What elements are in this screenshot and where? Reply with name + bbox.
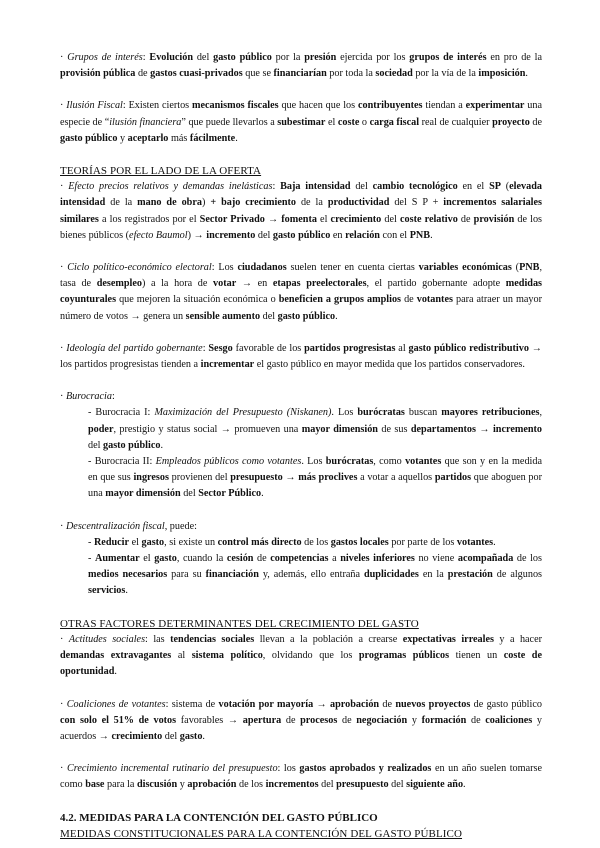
bold-term: Evolución [149,52,194,63]
bold-term: incrementar [200,359,255,371]
text-run: que son y en la medida en que sus [88,456,542,484]
text-run: con el [379,229,410,241]
bold-term: Baja intensidad [280,181,351,193]
text-run: , cuando la [176,553,227,565]
text-run: por parte de los [388,536,457,548]
text-run: en un año suelen tomarse como [60,763,542,791]
text-run: . [125,585,128,597]
bold-term: ciudadanos [237,262,287,274]
italic-term: Ciclo político-económico electoral [67,262,212,274]
bold-term: gasto público [277,310,336,322]
text-run: o [359,116,370,128]
text-run: → [313,698,331,710]
text-run: y [407,714,422,726]
bold-term: Sesgo [208,342,233,354]
text-run: · [60,763,67,775]
text-run: por la [271,52,305,63]
bold-term: con solo el 51% de votos [60,714,177,726]
paragraph-burocracia-1 [88,405,542,454]
text-run: de [253,553,271,565]
text-run: suelen tener en cuenta ciertas [286,262,419,274]
bold-term: gasto [154,553,177,565]
bold-term: gasto público redistributivo [408,342,529,354]
text-run: que se [242,68,274,80]
bold-term: gasto público [60,132,118,144]
paragraph-descentralizacion-1 [88,535,542,551]
text-run: provienen del [168,472,231,484]
bold-term: provisión [473,213,515,225]
spacer [60,82,542,98]
bold-term: departamentos [410,423,476,435]
bold-term: gastos locales [330,536,389,548]
spacer [60,325,542,341]
bold-term: aceptarlo [127,132,169,144]
text-run: → en [236,278,273,290]
text-run: - Burocracia II: [88,456,156,468]
bold-term: procesos [300,714,338,726]
text-run: tienen un [449,650,504,662]
text-run: de [135,68,151,80]
bold-term: servicios [88,585,126,597]
bold-term: variables económicas [418,262,512,274]
text-run: · [60,342,67,354]
text-run: una especie de “ [60,100,543,128]
text-run: de [529,116,542,128]
italic-term: Ilusión Fiscal [66,100,123,112]
text-run: · [60,391,66,403]
text-run: a los registrados por el [98,213,200,225]
text-run: , [539,407,542,419]
text-run: : los [277,763,300,775]
italic-term: ilusión financiera [109,116,182,128]
bold-term: gastos aprobados y realizados [299,763,432,775]
text-run: del [318,779,337,791]
bold-term: prestación [447,569,493,581]
text-run: - [88,553,95,565]
text-run: tiendan a [422,100,466,112]
text-run: del [162,730,180,742]
text-run: : Los [211,262,238,274]
text-run: : [272,181,281,193]
bold-term: niveles inferiores [340,553,415,565]
text-run: . [202,730,205,742]
text-run: . [261,488,264,500]
bold-term: medidas coyunturales [60,278,543,306]
bold-term: + bajo crecimiento [210,197,296,209]
text-run: del [388,779,407,791]
bold-term: competencias [270,553,329,565]
text-run: de [337,714,357,726]
bold-term: relación [345,229,380,241]
bold-term: aprobación [330,698,380,710]
text-run: . [430,229,433,241]
text-run: y [177,779,188,791]
text-run: · [60,181,69,193]
spacer [60,745,542,761]
spacer [60,600,542,616]
bold-term: coste relativo [399,213,458,225]
text-run: en la [418,569,448,581]
text-run: . [493,536,496,548]
text-run: . [525,68,528,80]
text-run: al [395,342,409,354]
heading-teorias-oferta: TEORÍAS POR EL LADO DE LA OFERTA [60,165,262,178]
bold-term: productividad [327,197,390,209]
bold-term: desempleo [96,278,142,290]
text-run: , puede: [164,520,197,532]
bold-term: elevada intensidad [60,181,542,209]
bold-term: financiación [205,569,259,581]
text-run: de [281,714,301,726]
bold-term: sensible aumento [185,310,261,322]
text-run: , si existe un [164,536,218,548]
text-run: y acuerdos → [60,714,542,742]
text-run: . Los [301,456,326,468]
text-run: ) → [187,229,207,241]
text-run: de los [236,779,266,791]
bold-term: discusión [136,779,178,791]
text-run: en el [457,181,490,193]
text-run: del [88,439,103,451]
text-run: de [379,698,396,710]
text-run: el [139,553,155,565]
bold-term: formación [421,714,467,726]
italic-term: Grupos de interés [67,52,143,63]
text-run: de [466,714,486,726]
text-run: por la vía de la [412,68,479,80]
bold-term: incremento [206,229,256,241]
text-run: ejercida por los [336,52,410,63]
italic-term: Crecimiento incremental rutinario del presupuesto [66,763,278,775]
text-run: , como [373,456,406,468]
text-run: en pro de la [486,52,542,63]
bold-term: coste de oportunidad [60,650,542,678]
italic-term: Descentralización fiscal [65,520,165,532]
bold-term: cesión [226,553,254,565]
bold-term: etapas preelectorales [272,278,367,290]
text-run: del [180,488,199,500]
text-run: . [235,132,238,144]
bold-term: más proclives [298,472,358,484]
text-run: · [60,698,67,710]
text-run: por toda la [326,68,376,80]
text-run: y a hacer [493,633,542,645]
text-run: favorables → [176,714,243,726]
italic-term: Ideología del partido gobernante [66,342,203,354]
bold-term: demandas extravagantes [60,650,172,662]
bold-term: ingresos [133,472,169,484]
bold-term: burócratas [357,407,405,419]
italic-term: efecto Baumol [129,229,188,241]
italic-term: Coaliciones de votantes [66,698,166,710]
text-run: → [282,472,299,484]
text-run: del [260,310,278,322]
text-run: de la [105,197,138,209]
text-run: del [193,52,214,63]
text-run: de la [296,197,328,209]
text-run: . [160,439,164,451]
bold-term: partidos progresistas [304,342,396,354]
paragraph-grupos-de-interes [60,50,542,82]
heading-medidas-contencion: 4.2. MEDIDAS PARA LA CONTENCIÓN DEL GASTO PÚBLICO [60,811,378,824]
text-run: , olvidando que los [262,650,359,662]
text-run: ” que puede llevarlos a [181,116,278,128]
bold-term: presupuesto [336,779,389,791]
text-run: : [202,342,209,354]
paragraph-ilusion-fiscal [60,98,542,147]
bold-term: mecanismos fiscales [192,100,279,112]
text-run: buscan [404,407,442,419]
text-run: - Burocracia I: [88,407,155,419]
text-run: · [60,52,68,63]
text-run: que hacen que los [278,100,358,112]
text-run: · [60,633,69,645]
bold-term: provisión pública [60,68,136,80]
text-run: de sus [377,423,411,435]
bold-term: subestimar [277,116,326,128]
text-run: , prestigio y status social → promueven una [113,423,302,435]
paragraph-efecto-precios [60,179,542,244]
bold-term: expectativas irreales [402,633,494,645]
text-run: de [457,213,474,225]
text-run: : sistema de [165,698,219,710]
text-run: el gasto público en mayor medida que los partidos conservadores. [254,359,525,371]
heading-otros-factores: OTRAS FACTORES DETERMINANTES DEL CRECIMIENTO DEL GASTO [60,617,419,630]
bold-term: fácilmente [189,132,236,144]
text-run: del [255,229,273,241]
bold-term: contribuyentes [357,100,423,112]
text-run: . [463,779,466,791]
bold-term: experimentar [465,100,525,112]
bold-term: Sector Público [198,488,262,500]
bold-term: imposición [478,68,526,80]
spacer [60,147,542,163]
bold-term: acompañada [457,553,514,565]
text-run: de [401,294,417,306]
text-run: · [60,520,66,532]
bold-term: gastos cuasi-privados [150,68,243,80]
paragraph-actitudes-sociales [60,632,542,681]
text-run: real de cualquier [419,116,493,128]
bold-term: SP [489,181,501,193]
spacer [60,244,542,260]
text-run: del [350,181,373,193]
bold-term: nuevos proyectos [395,698,471,710]
text-run: al [171,650,192,662]
bold-term: mano de obra [137,197,202,209]
spacer [60,503,542,519]
bold-term: carga fiscal [369,116,420,128]
text-run: el [325,116,338,128]
bold-term: votantes [456,536,494,548]
text-run: para su [167,569,206,581]
bold-term: gasto público [103,439,161,451]
bold-term: votantes [416,294,453,306]
bold-term: partidos [434,472,472,484]
bold-term: mayor dimensión [301,423,378,435]
bold-term: gasto [141,536,165,548]
paragraph-descentralizacion-intro [60,519,542,535]
bold-term: burócratas [325,456,374,468]
text-run: del [381,213,400,225]
bold-term: incrementos salariales similares [60,197,542,225]
bold-term: siguiente año [406,779,464,791]
text-run: del S P + [389,197,444,209]
text-run: → [264,213,282,225]
italic-term: Empleados públicos como votantes [155,456,302,468]
bold-term: gasto [179,730,203,742]
spacer [60,373,542,389]
text-run: y [117,132,128,144]
text-run: - [88,536,94,548]
text-run: , el partido gobernante adopte [366,278,506,290]
paragraph-burocracia-2 [88,454,542,503]
bold-term: beneficien a grupos amplios [278,294,402,306]
text-run: más [168,132,190,144]
text-run: el [316,213,331,225]
bold-term: control más directo [217,536,302,548]
bold-term: presupuesto [230,472,283,484]
spacer [60,681,542,697]
bold-term: sociedad [375,68,413,80]
paragraph-ciclo-politico [60,260,542,325]
bold-term: poder [88,423,114,435]
bold-term: PNB [519,262,540,274]
bold-term: apertura [242,714,282,726]
bold-term: votar [213,278,237,290]
bold-term: votación por mayoría [218,698,314,710]
bold-term: gasto público [213,52,272,63]
heading-medidas-constitucionales: MEDIDAS CONSTITUCIONALES PARA LA CONTENCIÓN DEL GASTO PÚBLICO [60,827,463,840]
italic-term: Actitudes sociales [68,633,146,645]
text-run: que aboguen por una [88,472,542,500]
text-run: el [129,536,142,548]
text-run: ( [511,262,520,274]
italic-term: Maximización del Presupuesto (Niskanen) [154,407,332,419]
text-run: llevan a la población a crearse [254,633,403,645]
text-run: para atraer un mayor número de votos → genera un [60,294,542,322]
text-run: para la [104,779,137,791]
text-run: : [142,52,150,63]
text-run: de los [301,536,331,548]
bold-term: presión [304,52,337,63]
bold-term: tendencias sociales [170,633,255,645]
text-run: que mejoren la situación económica o [116,294,279,306]
bold-term: cambio tecnológico [372,181,458,193]
bold-term: grupos de interés [409,52,487,63]
text-run: · [60,262,68,274]
italic-term: Burocracia [65,391,112,403]
text-run: → [475,423,493,435]
bold-term: gasto público [272,229,331,241]
text-run: . Los [331,407,358,419]
text-run: , tasa de [60,262,542,290]
paragraph-ideologia [60,341,542,373]
paragraph-burocracia-intro [60,389,542,405]
bold-term: aprobación [187,779,237,791]
paragraph-descentralizacion-2 [88,551,542,600]
text-run: a [328,553,341,565]
paragraph-crecimiento-incremental [60,761,542,793]
text-run: de gasto público [470,698,542,710]
text-run: : [111,391,115,403]
text-run: de los bienes públicos ( [60,213,542,241]
bold-term: crecimiento [111,730,163,742]
text-run: en [330,229,346,241]
bold-term: incrementos [265,779,319,791]
bold-term: financiarían [273,68,327,80]
text-run: . [114,666,117,678]
spacer [60,794,542,810]
bold-term: proyecto [492,116,530,128]
text-run: → los partidos progresistas tienden a [60,342,542,371]
bold-term: Aumentar [94,553,140,565]
bold-term: base [85,779,105,791]
bold-term: sistema político [191,650,263,662]
text-run: de algunos [492,569,543,581]
text-run: no viene [414,553,458,565]
bold-term: programas públicos [358,650,450,662]
bold-term: duplicidades [363,569,419,581]
text-run: : Existen ciertos [122,100,192,112]
text-run: ) a la hora de [141,278,214,290]
bold-term: coaliciones [485,714,533,726]
text-run: de los [513,553,542,565]
text-run: : las [145,633,171,645]
bold-term: Sector Privado [199,213,265,225]
bold-term: crecimiento [330,213,382,225]
italic-term: Efecto precios relativos y demandas inelásticas [68,181,273,193]
bold-term: PNB [409,229,431,241]
bold-term: negociación [356,714,408,726]
text-run: · [60,100,67,112]
bold-term: medios necesarios [88,569,168,581]
text-run: favorable de los [232,342,305,354]
bold-term: fomenta [281,213,317,225]
text-run: ) [201,197,211,209]
text-run: a votar a aquellos [357,472,435,484]
bold-term: mayores retribuciones [441,407,540,419]
text-run: . [335,310,338,322]
bold-term: Reducir [93,536,130,548]
text-run: y, además, ello entraña [258,569,364,581]
bold-term: votantes [405,456,442,468]
bold-term: incremento [492,423,543,435]
paragraph-coaliciones [60,697,542,746]
bold-term: mayor dimensión [105,488,181,500]
bold-term: coste [337,116,360,128]
text-run: ( [500,181,510,193]
